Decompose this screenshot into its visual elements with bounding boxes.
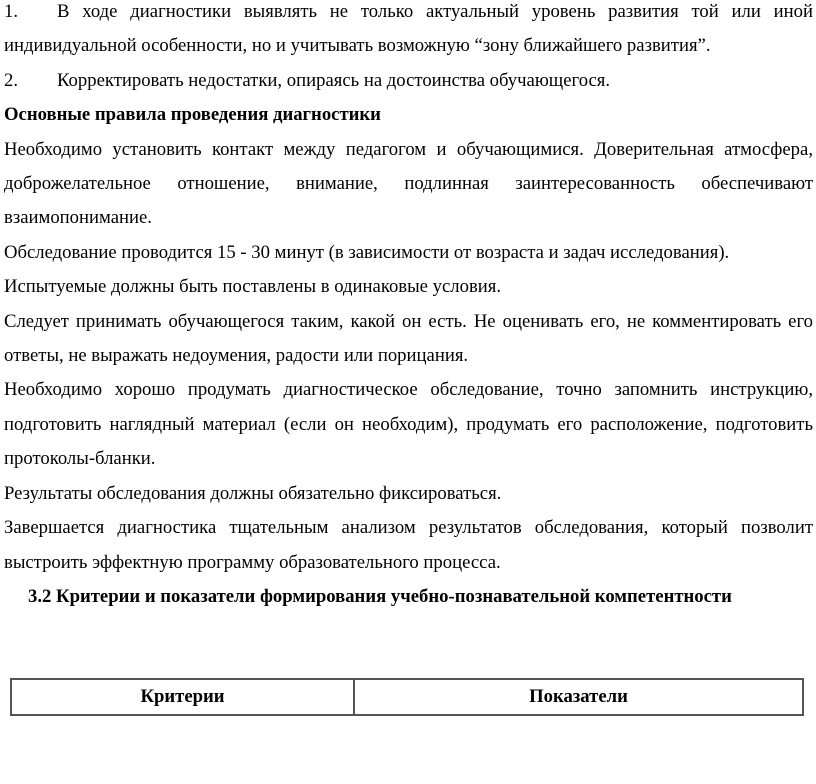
section-heading-3-2: 3.2 Критерии и показатели формирования учебно-познавательной компетентности xyxy=(28,585,732,607)
table-header-row xyxy=(11,679,803,715)
rule-paragraph-analysis: Завершается диагностика тщательным анализом результатов обследования, который позволит выстроить эффектную программу образовательного процесса. xyxy=(4,517,813,573)
rule-paragraph-conditions: Испытуемые должны быть поставлены в одинаковые условия. xyxy=(4,276,502,298)
rule-paragraph-recording: Результаты обследования должны обязательно фиксироваться. xyxy=(4,482,502,504)
rule-paragraph-acceptance: Следует принимать обучающегося таким, какой он есть. Не оценивать его, не комментировать его ответы, не выражать недоумения, радости или порицания. xyxy=(4,310,813,367)
criteria-indicators-table xyxy=(10,678,804,716)
rule-paragraph-duration: Обследование проводится 15 - 30 минут (в зависимости от возраста и задач исследования). xyxy=(4,241,730,263)
table-header-criteria: Критерии xyxy=(11,679,354,715)
table-header-indicators: Показатели xyxy=(354,679,803,715)
rule-paragraph-contact: Необходимо установить контакт между педагогом и обучающимися. Доверительная атмосфера, доброжелательное отношение, внимание, подлинная заинтересованность обеспечивают взаимопонимание. xyxy=(4,138,813,229)
rule-paragraph-preparation: Необходимо хорошо продумать диагностическое обследование, точно запомнить инструкцию, подготовить наглядный материал (если он необходим), продумать его расположение, подготовить протоколы-бланки. xyxy=(4,379,813,470)
numbered-item-2-marker: 2. xyxy=(4,69,19,91)
numbered-item-1 xyxy=(4,0,813,64)
numbered-item-2-text: Корректировать недостатки, опираясь на достоинства обучающегося. xyxy=(57,69,611,91)
numbered-item-1-marker: 1. xyxy=(4,1,19,22)
numbered-item-1-text: В ходе диагностики выявлять не только актуальный уровень развития той или иной индивидуальной особенности, но и учитывать возможную “зону ближайшего развития”. xyxy=(4,1,813,57)
rules-heading: Основные правила проведения диагностики xyxy=(4,104,381,126)
numbered-item-2 xyxy=(4,64,813,98)
